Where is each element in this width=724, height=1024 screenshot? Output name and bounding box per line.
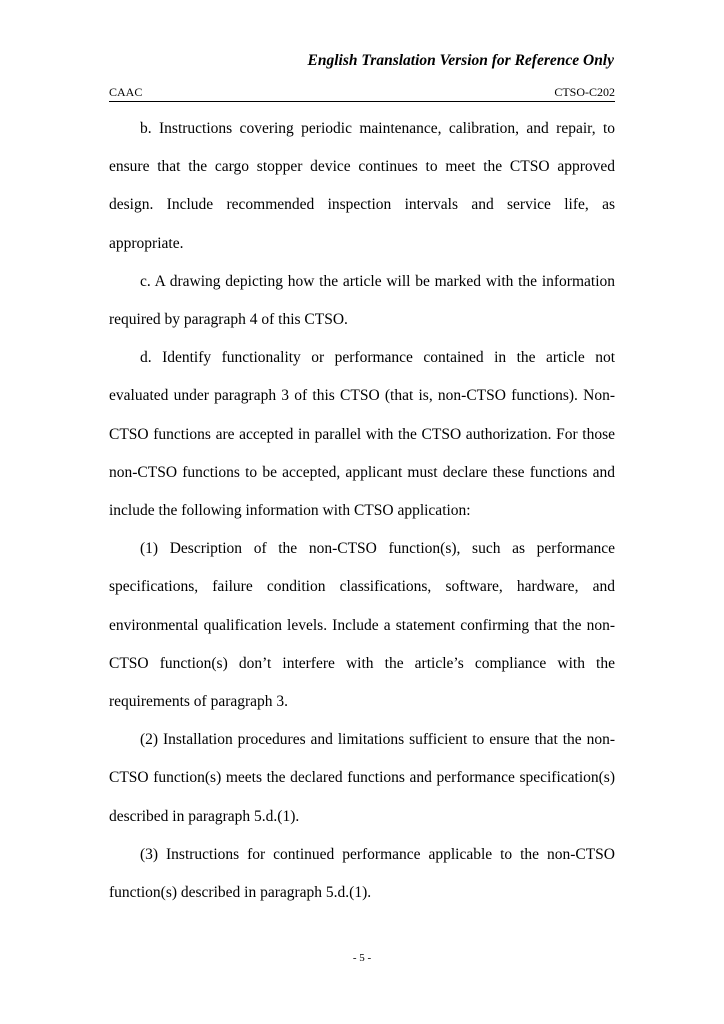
header-organization: CAAC xyxy=(109,85,143,99)
paragraph-d-1: (1) Description of the non-CTSO function(s), such as performance specifications, failure condition classifications, software, hardware, and environmental qualification levels. Include a statement confirming that the non-CTSO function(s) don’t interfere with the article’s compliance with the requirements of paragraph 3. xyxy=(109,540,615,711)
translation-banner: English Translation Version for Reference Only xyxy=(307,52,614,69)
page-header xyxy=(109,85,615,102)
paragraph-b: b. Instructions covering periodic maintenance, calibration, and repair, to ensure that the cargo stopper device continues to meet the CTSO approved design. Include recommended inspection intervals and service life, as appropriate. xyxy=(109,120,615,252)
paragraph-d-3: (3) Instructions for continued performance applicable to the non-CTSO function(s) described in paragraph 5.d.(1). xyxy=(109,845,615,902)
paragraph-c: c. A drawing depicting how the article will be marked with the information required by paragraph 4 of this CTSO. xyxy=(109,272,615,329)
paragraph-d: d. Identify functionality or performance contained in the article not evaluated under paragraph 3 of this CTSO (that is, non-CTSO functions). Non-CTSO functions are accepted in parallel with the CTSO authorization. For those non-CTSO functions to be accepted, applicant must declare these functions and include the following information with CTSO application: xyxy=(109,349,615,520)
document-body xyxy=(109,110,615,912)
page-number: - 5 - xyxy=(352,952,372,964)
paragraph-d-2: (2) Installation procedures and limitations sufficient to ensure that the non-CTSO function(s) meets the declared functions and performance specification(s) described in paragraph 5.d.(1). xyxy=(109,731,615,825)
header-document-id: CTSO-C202 xyxy=(554,85,615,99)
